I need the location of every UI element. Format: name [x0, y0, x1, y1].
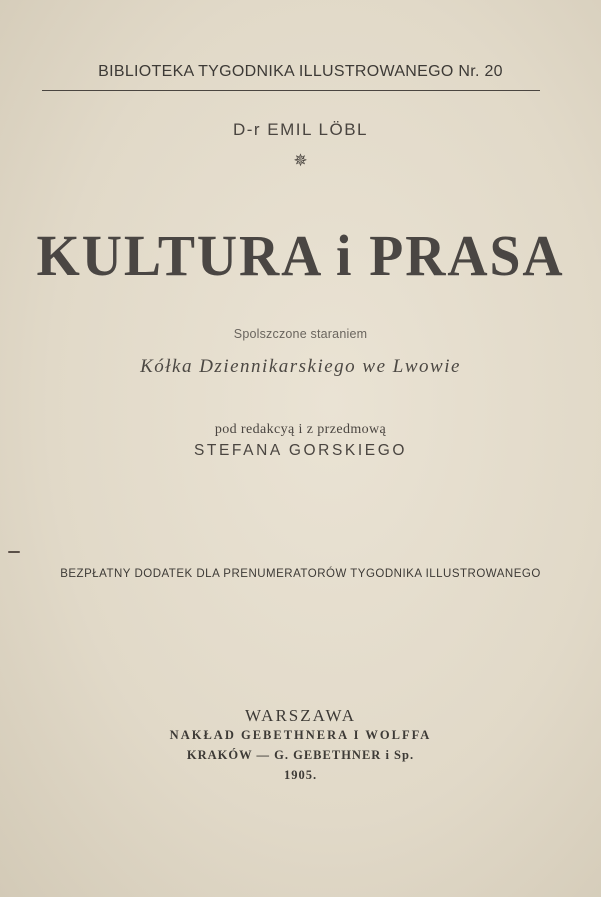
book-title: KULTURA i PRASA	[36, 223, 565, 288]
edited-by-line: Spolszczone staraniem	[233, 327, 368, 341]
margin-mark	[8, 551, 20, 553]
publication-year: 1905.	[283, 768, 318, 782]
journalist-circle: Kółka Dziennikarskiego we Lwowie	[140, 356, 461, 377]
editor-name: STEFANA GORSKIEGO	[193, 442, 408, 459]
supplement-note: BEZPŁATNY DODATEK DLA PRENUMERATORÓW TYGODNIKA ILLUSTROWANEGO	[60, 568, 541, 580]
author-name: D-r EMIL LÖBL	[232, 120, 369, 139]
krakow-line: KRAKÓW — G. GEBETHNER i Sp.	[186, 748, 415, 762]
editor-line: pod redakcyą i z przedmową	[214, 422, 387, 437]
publisher-line: NAKŁAD GEBETHNERA I WOLFFA	[169, 728, 432, 742]
header-rule	[42, 90, 540, 91]
series-heading: BIBLIOTEKA TYGODNIKA ILLUSTROWANEGO Nr. 20	[98, 63, 503, 80]
star-ornament-icon: ✵	[293, 151, 308, 171]
publication-city: WARSZAWA	[245, 706, 356, 725]
